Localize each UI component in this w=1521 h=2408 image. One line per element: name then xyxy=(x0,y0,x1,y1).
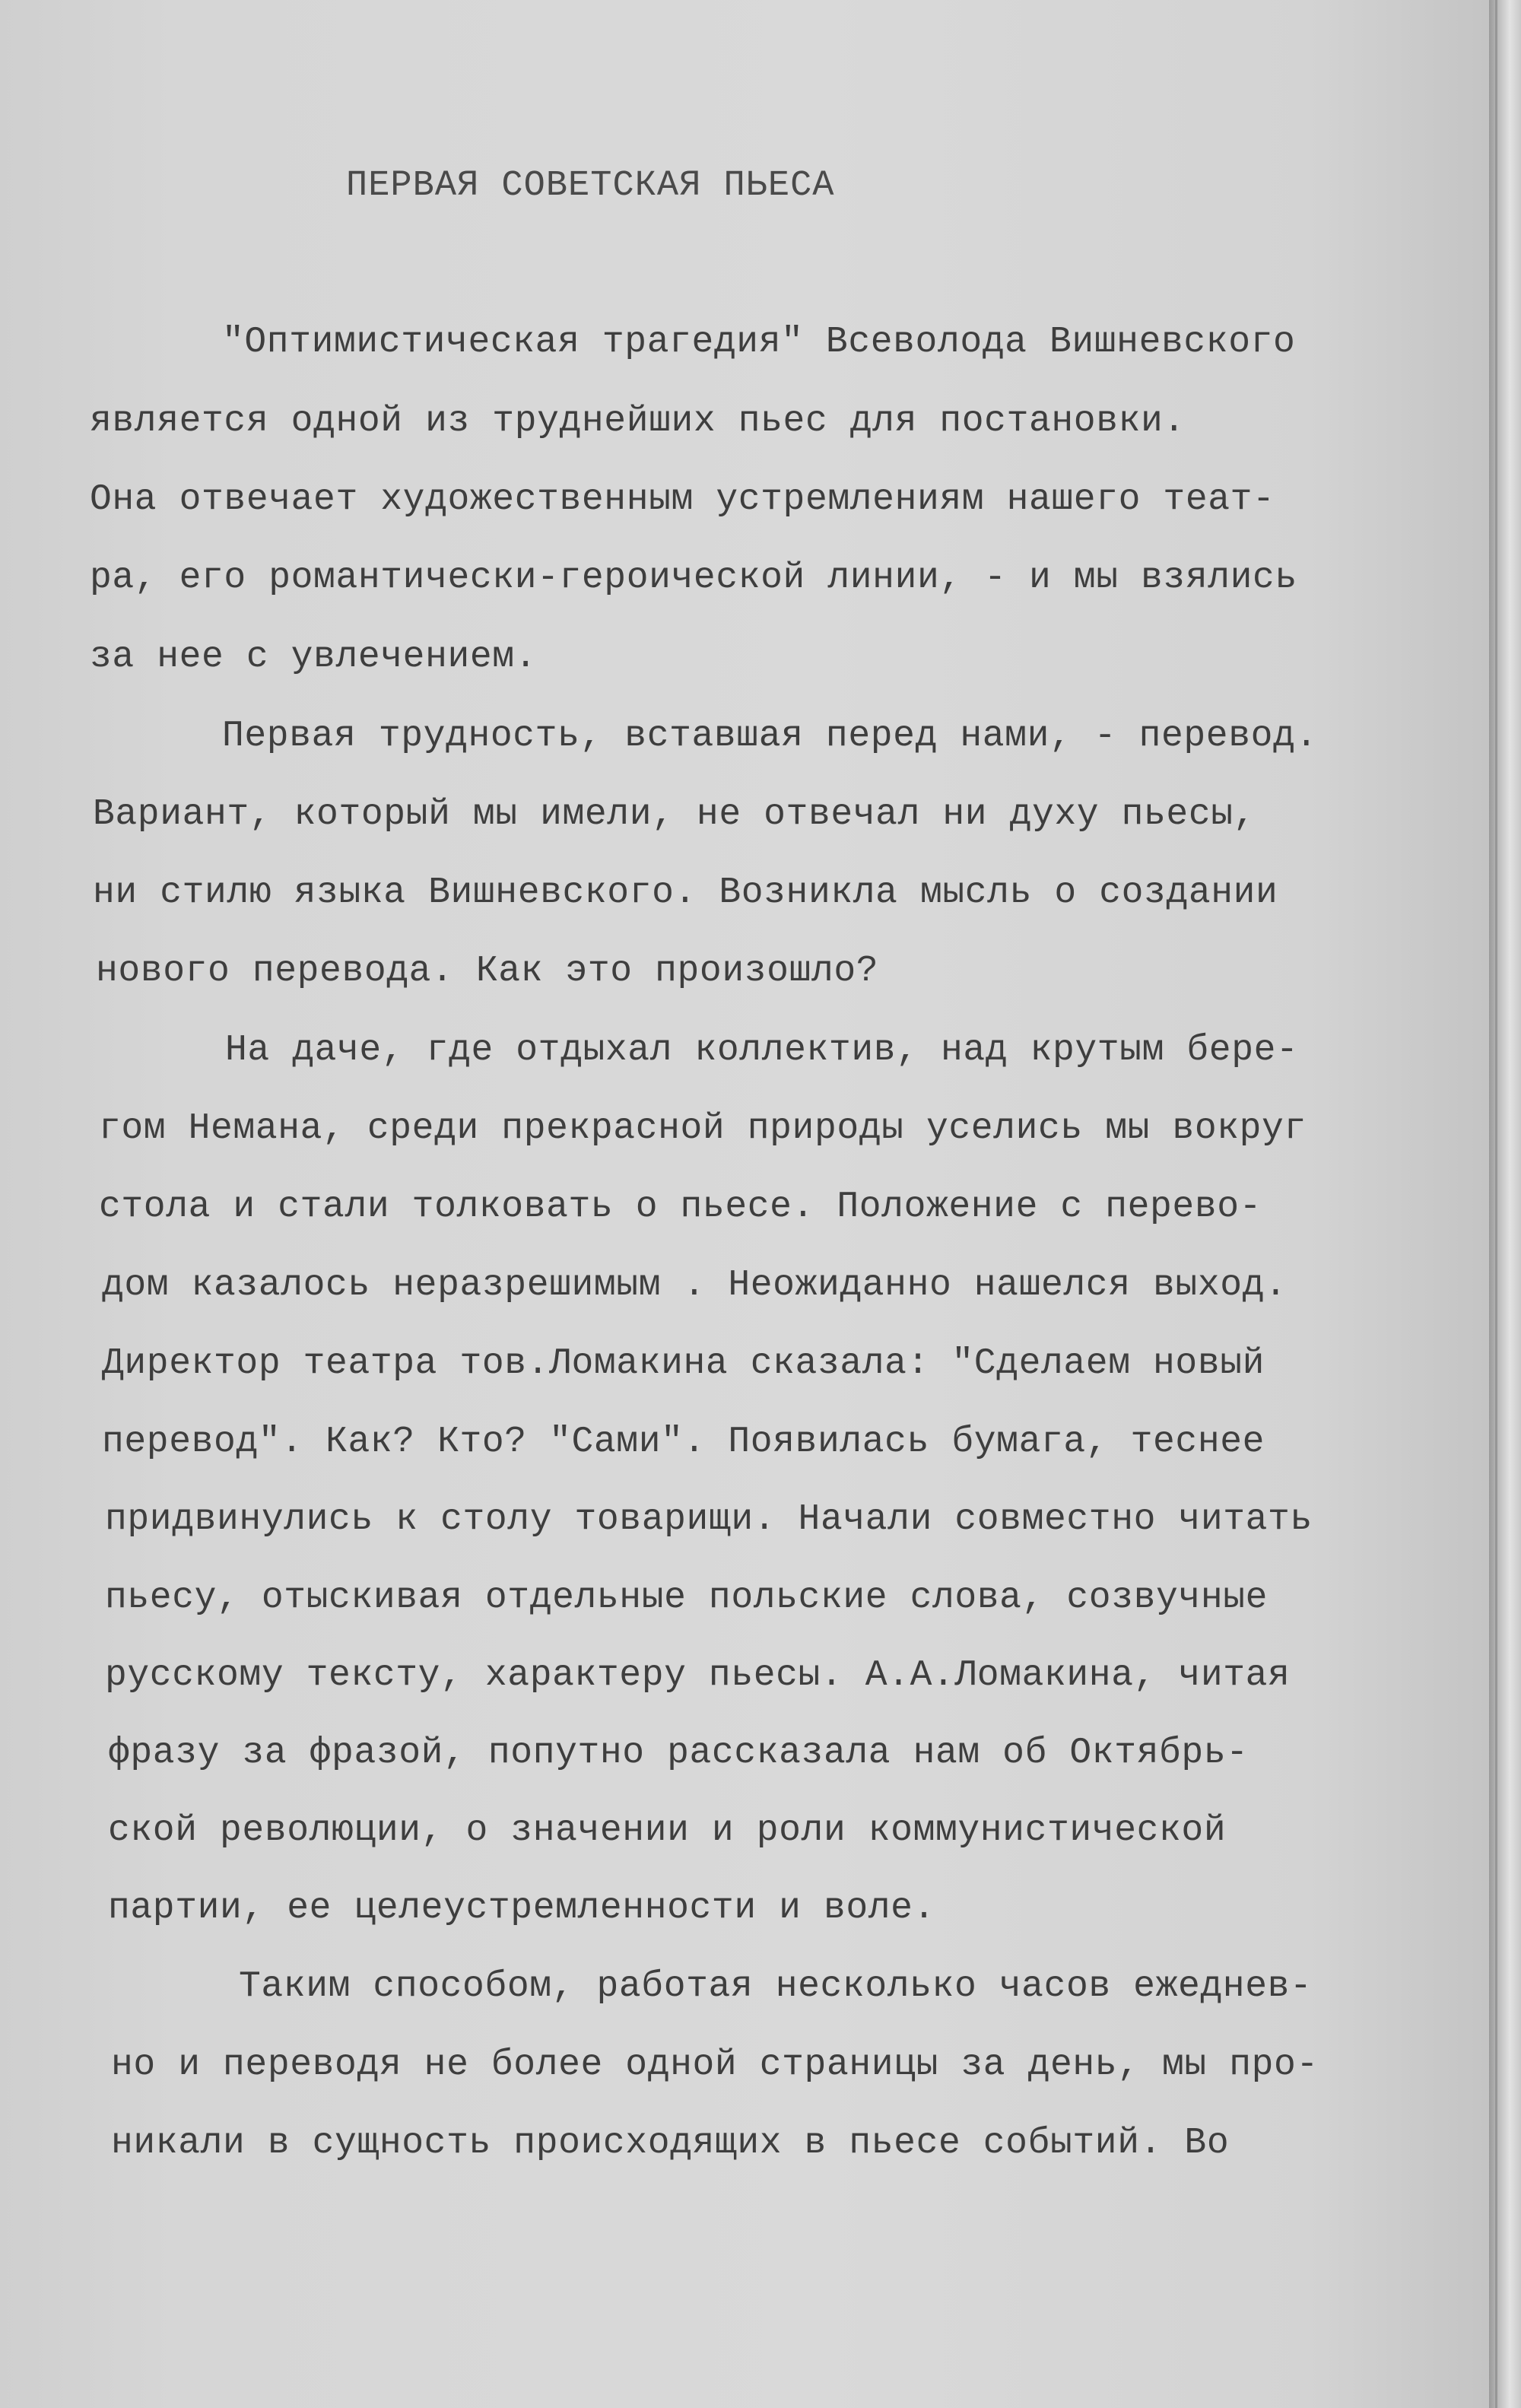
text-line: пьесу, отыскивая отдельные польские слова, созвучные xyxy=(105,1577,1269,1619)
text-line: придвинулись к столу товарищи. Начали совместно читать xyxy=(105,1499,1313,1540)
text-line: гом Немана, среди прекрасной природы уселись мы вокруг xyxy=(99,1108,1307,1149)
text-line: дом казалось неразрешимым . Неожиданно нашелся выход. xyxy=(102,1265,1288,1306)
page-edge-line xyxy=(1495,0,1497,2408)
text-line: ра, его романтически-героической линии, - и мы взялись xyxy=(90,558,1297,599)
text-line: нового перевода. Как это произошло? xyxy=(96,951,879,992)
text-line: фразу за фразой, попутно рассказала нам об Октябрь- xyxy=(108,1733,1249,1774)
text-line: является одной из труднейших пьес для постановки. xyxy=(90,401,1186,442)
text-line: "Оптимистическая трагедия" Всеволода Вишневского xyxy=(222,322,1296,363)
text-line: Она отвечает художественным устремлениям нашего теат- xyxy=(90,479,1275,520)
text-line: ской революции, о значении и роли коммунистической xyxy=(108,1810,1227,1851)
text-line: На даче, где отдыхал коллектив, над крутым бере- xyxy=(225,1030,1299,1071)
text-line: Вариант, который мы имели, не отвечал ни духу пьесы, xyxy=(93,794,1256,835)
text-line: никали в сущность происходящих в пьесе событий. Во xyxy=(111,2123,1230,2164)
page-edge-shadow xyxy=(1489,0,1521,2408)
text-line: партии, ее целеустремленности и воле. xyxy=(108,1888,935,1929)
text-line: русскому тексту, характеру пьесы. А.А.Ломакина, читая xyxy=(105,1655,1291,1696)
text-line: ни стилю языка Вишневского. Возникла мысль о создании xyxy=(93,872,1278,913)
text-line: Таким способом, работая несколько часов ежеднев- xyxy=(239,1966,1313,2007)
text-line: но и переводя не более одной страницы за день, мы про- xyxy=(111,2044,1319,2086)
text-line: за нее с увлечением. xyxy=(90,637,538,678)
text-line: Первая трудность, вставшая перед нами, - перевод. xyxy=(222,716,1318,757)
text-line: Директор театра тов.Ломакина сказала: "Сделаем новый xyxy=(102,1343,1265,1384)
text-line: стола и стали толковать о пьесе. Положение с перево- xyxy=(99,1187,1262,1228)
page-title: ПЕРВАЯ СОВЕТСКАЯ ПЬЕСА xyxy=(346,166,835,206)
text-line: перевод". Как? Кто? "Сами". Появилась бумага, теснее xyxy=(102,1422,1265,1463)
